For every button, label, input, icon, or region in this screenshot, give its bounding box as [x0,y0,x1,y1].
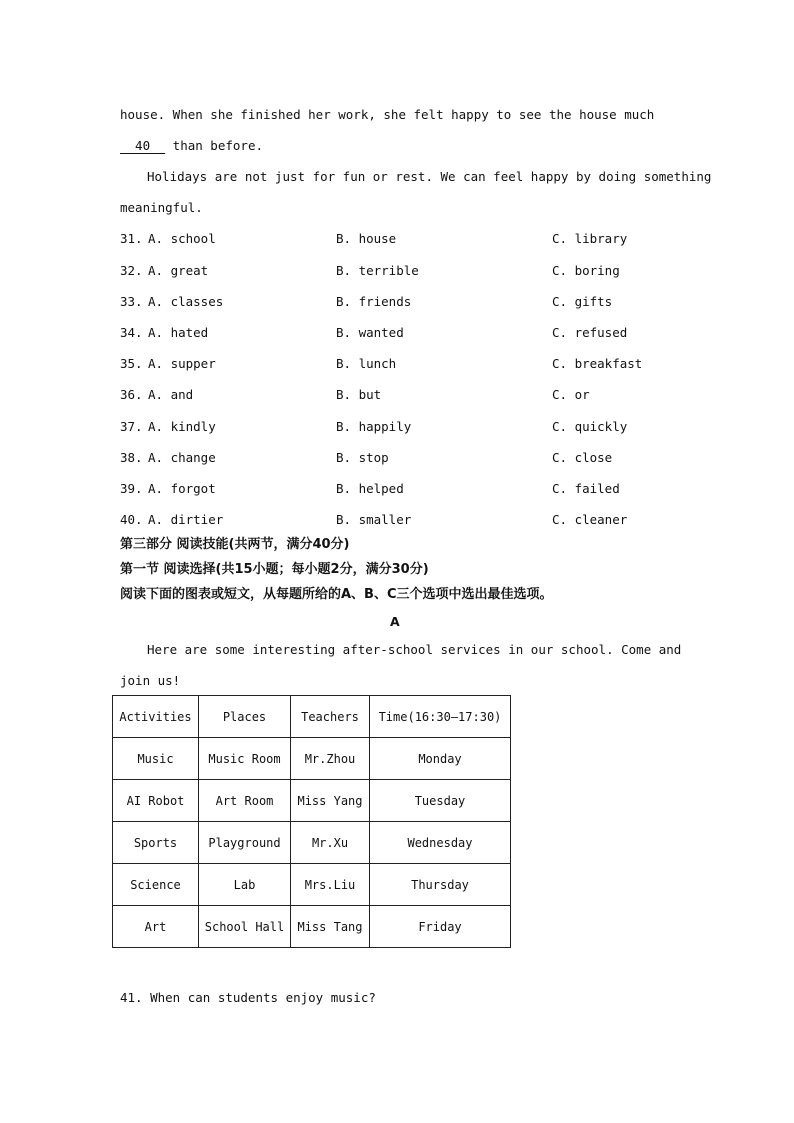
option-a: A. change [148,450,216,465]
option-c: C. breakfast [552,356,643,371]
question-number: 39. [120,481,143,496]
question-number: 32. [120,263,143,278]
table-cell: Mr.Xu [291,822,370,864]
option-b: B. friends [336,294,412,309]
table-cell: Sports [113,822,199,864]
option-a: A. kindly [148,419,216,434]
table-cell: Mrs.Liu [291,864,370,906]
table-row [113,822,511,864]
table-cell: Music [113,738,199,780]
blank-40: 40 [120,138,166,153]
table-cell: Art [113,906,199,948]
option-row [120,325,680,341]
passage-line: house. When she finished her work, she felt happy to see the house much [120,107,655,122]
header-activities: Activities [113,696,199,738]
option-c: C. failed [552,481,620,496]
table-row [113,906,511,948]
schedule-table [112,695,511,948]
passage-line-with-blank [120,138,263,154]
table-cell: Lab [199,864,291,906]
header-places: Places [199,696,291,738]
option-c: C. cleaner [552,512,628,527]
table-row [113,864,511,906]
option-b: B. house [336,231,397,246]
question-number: 33. [120,294,143,309]
header-teachers: Teachers [291,696,370,738]
option-row [120,231,680,247]
table-header-row [113,696,511,738]
table-cell: School Hall [199,906,291,948]
question-number: 36. [120,387,143,402]
option-b: B. stop [336,450,389,465]
option-row [120,512,680,528]
option-a: A. hated [148,325,209,340]
table-cell: Friday [370,906,511,948]
option-b: B. but [336,387,382,402]
table-cell: Tuesday [370,780,511,822]
paragraph-line: Holidays are not just for fun or rest. We can feel happy by doing something [147,169,712,184]
header-time: Time(16:30—17:30) [370,696,511,738]
intro-line: Here are some interesting after-school services in our school. Come and [147,642,682,657]
option-a: A. and [148,387,194,402]
passage-text: than before. [165,138,263,153]
option-c: C. or [552,387,590,402]
option-row [120,481,680,497]
table-cell: Mr.Zhou [291,738,370,780]
question-number: 40. [120,512,143,527]
option-b: B. happily [336,419,412,434]
part-title: 第三部分 阅读技能(共两节，满分40分) [120,537,350,552]
table-cell: Monday [370,738,511,780]
option-a: A. dirtier [148,512,224,527]
question-number: 31. [120,231,143,246]
section-instruction: 阅读下面的图表或短文，从每题所给的A、B、C三个选项中选出最佳选项。 [120,587,553,602]
table-cell: Thursday [370,864,511,906]
option-a: A. great [148,263,209,278]
table-cell: Wednesday [370,822,511,864]
question-number: 35. [120,356,143,371]
option-c: C. quickly [552,419,628,434]
option-a: A. forgot [148,481,216,496]
option-row [120,450,680,466]
option-row [120,263,680,279]
option-a: A. classes [148,294,224,309]
option-row [120,356,680,372]
question-number: 37. [120,419,143,434]
option-a: A. school [148,231,216,246]
table-cell: Playground [199,822,291,864]
option-b: B. smaller [336,512,412,527]
intro-line: join us! [120,673,181,688]
table-cell: Science [113,864,199,906]
table-row [113,738,511,780]
option-b: B. lunch [336,356,397,371]
option-b: B. terrible [336,263,419,278]
option-row [120,294,680,310]
option-c: C. library [552,231,628,246]
passage-letter: A [390,614,400,629]
table-cell: Art Room [199,780,291,822]
table-cell: Miss Yang [291,780,370,822]
section-title: 第一节 阅读选择(共15小题；每小题2分，满分30分) [120,562,429,577]
question-number: 34. [120,325,143,340]
question-41: 41. When can students enjoy music? [120,990,376,1005]
option-b: B. wanted [336,325,404,340]
table-cell: AI Robot [113,780,199,822]
option-b: B. helped [336,481,404,496]
option-a: A. supper [148,356,216,371]
option-c: C. close [552,450,613,465]
question-number: 38. [120,450,143,465]
option-c: C. refused [552,325,628,340]
option-c: C. gifts [552,294,613,309]
table-row [113,780,511,822]
paragraph-line: meaningful. [120,200,203,215]
table-cell: Miss Tang [291,906,370,948]
option-row [120,419,680,435]
option-c: C. boring [552,263,620,278]
option-row [120,387,680,403]
table-cell: Music Room [199,738,291,780]
